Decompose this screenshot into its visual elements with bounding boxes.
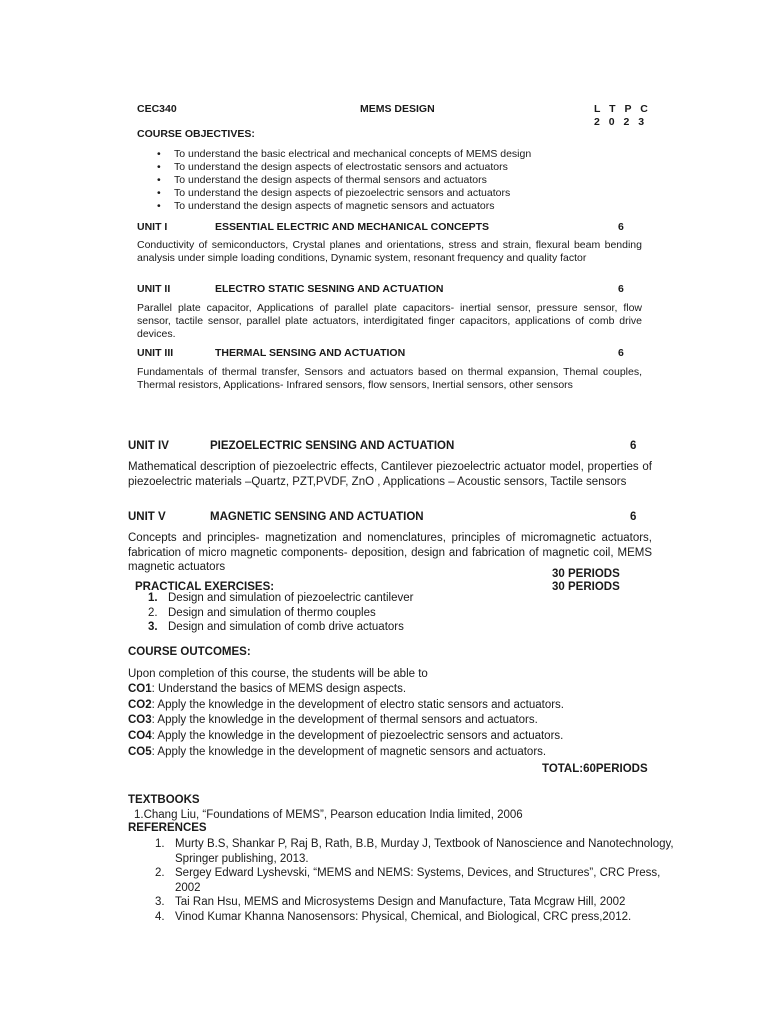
reference-item: 3. Tai Ran Hsu, MEMS and Microsystems Design and Manufacture, Tata Mcgraw Hill, 2002 <box>155 896 626 908</box>
unit-label: UNIT V <box>128 511 166 523</box>
unit-hours: 6 <box>630 511 637 523</box>
references-heading: REFERENCES <box>128 822 207 834</box>
objective-item: • To understand the design aspects of magnetic sensors and actuators <box>155 200 531 213</box>
objectives-heading: COURSE OBJECTIVES: <box>137 128 255 140</box>
references-list <box>155 837 675 924</box>
unit-hours: 6 <box>618 221 624 233</box>
unit-label: UNIT IV <box>128 440 169 452</box>
practical-item: 3. Design and simulation of comb drive actuators <box>148 621 404 633</box>
practical-periods: 30 PERIODS <box>552 581 620 593</box>
course-title: MEMS DESIGN <box>360 103 435 115</box>
objective-item: • To understand the basic electrical and mechanical concepts of MEMS design <box>155 148 531 161</box>
outcomes-heading: COURSE OUTCOMES: <box>128 646 251 658</box>
reference-item: 2. Sergey Edward Lyshevski, “MEMS and NEMS: Systems, Devices, and Structures”, CRC Press, 2002 <box>155 867 661 894</box>
reference-item: 1. Murty B.S, Shankar P, Raj B, Rath, B.B, Murday J, Textbook of Nanoscience and Nanotechnology, Springer publishing, 2013. <box>155 838 674 865</box>
outcome-item: CO5: Apply the knowledge in the development of magnetic sensors and actuators. <box>128 746 547 758</box>
unit-label: UNIT III <box>137 347 174 359</box>
unit-hours: 6 <box>618 283 624 295</box>
unit-content: Mathematical description of piezoelectric effects, Cantilever piezoelectric actuator model, properties of piezoelectric materials –Quartz, PZT,PVDF, ZnO , Applications – Acoustic sensors, Tactile sensors <box>128 461 652 488</box>
unit-content: Fundamentals of thermal transfer, Sensors and actuators based on thermal expansion, Themal couples, Thermal resistors, Applications- Infrared sensors, flow sensors, Inertial sensors, other sensors <box>137 366 642 391</box>
objective-item: • To understand the design aspects of electrostatic sensors and actuators <box>155 161 531 174</box>
objectives-list <box>155 148 531 213</box>
ltpc-values: 2 0 2 3 <box>594 116 648 128</box>
outcome-item: CO2: Apply the knowledge in the development of electro static sensors and actuators. <box>128 699 564 711</box>
unit-title: ESSENTIAL ELECTRIC AND MECHANICAL CONCEPTS <box>215 221 489 233</box>
textbook-item: 1.Chang Liu, “Foundations of MEMS”, Pearson education India limited, 2006 <box>134 809 523 821</box>
objective-item: • To understand the design aspects of thermal sensors and actuators <box>155 174 531 187</box>
practical-item: 2. Design and simulation of thermo couples <box>148 606 376 619</box>
unit-content: Parallel plate capacitor, Applications of parallel plate capacitors- inertial sensor, pressure sensor, flow sensor, tactile sensor, parallel plate actuators, interdigitated finger capacitors, applications of comb drive devices. <box>137 302 642 340</box>
outcome-item: CO4: Apply the knowledge in the development of piezoelectric sensors and actuators. <box>128 730 564 742</box>
unit-hours: 6 <box>630 440 637 452</box>
unit-title: THERMAL SENSING AND ACTUATION <box>215 347 406 359</box>
course-code: CEC340 <box>137 103 177 115</box>
unit-label: UNIT II <box>137 283 171 295</box>
unit-content: Conductivity of semiconductors, Crystal planes and orientations, stress and strain, flexural beam bending analysis under simple loading conditions, Dynamic system, resonant frequency and quality factor <box>137 239 642 264</box>
practical-item: 1. Design and simulation of piezoelectric cantilever <box>148 592 414 604</box>
theory-periods: 30 PERIODS <box>552 568 620 580</box>
objective-item: • To understand the design aspects of piezoelectric sensors and actuators <box>155 187 531 200</box>
practical-heading: PRACTICAL EXERCISES: <box>135 581 275 593</box>
outcome-item: CO1: Understand the basics of MEMS design aspects. <box>128 683 407 695</box>
unit-title: PIEZOELECTRIC SENSING AND ACTUATION <box>210 440 455 452</box>
textbooks-heading: TEXTBOOKS <box>128 794 200 806</box>
practical-list <box>148 591 413 635</box>
unit-title: MAGNETIC SENSING AND ACTUATION <box>210 511 424 523</box>
reference-item: 4. Vinod Kumar Khanna Nanosensors: Physical, Chemical, and Biological, CRC press,2012. <box>155 910 632 923</box>
total-periods: TOTAL:60PERIODS <box>542 763 648 775</box>
outcome-item: CO3: Apply the knowledge in the development of thermal sensors and actuators. <box>128 714 538 726</box>
unit-label: UNIT I <box>137 221 168 233</box>
ltpc-labels: L T P C <box>594 103 651 115</box>
unit-content: Concepts and principles- magnetization and nomenclatures, principles of micromagnetic actuators, fabrication of micro magnetic components- deposition, design and fabrication of magnetic coil, MEMS magnetic actuators <box>128 532 652 573</box>
unit-hours: 6 <box>618 347 624 359</box>
outcomes-intro: Upon completion of this course, the students will be able to <box>128 668 428 680</box>
unit-title: ELECTRO STATIC SESNING AND ACTUATION <box>215 283 444 295</box>
